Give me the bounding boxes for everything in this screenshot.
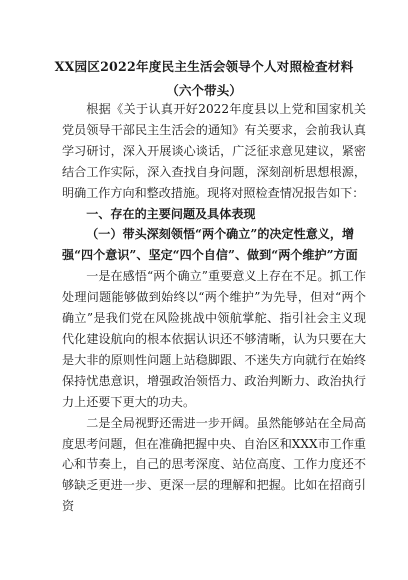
document-body bbox=[62, 99, 366, 517]
document-title: XX园区2022年度民主生活会领导个人对照检查材料 bbox=[54, 59, 354, 74]
document-subtitle: （六个带头） bbox=[166, 83, 242, 98]
intro-paragraph: 根据《关于认真开好2022年度县以上党和国家机关党员领导干部民主生活会的通知》有关要求，会前我认真学习研讨，深入开展谈心谈话，广泛征求意见建议，紧密结合工作实际，深入查找自身问题，深刻剖析思想根源，明确工作方向和整改措施。现将对照检查情况报告如下： bbox=[62, 102, 366, 200]
subsection-heading: （一）带头深刻领悟“两个确立”的决定性意义，增强“四个意识”、坚定“四个自信”、做到“两个维护”方面 bbox=[62, 227, 358, 263]
body-paragraph-2: 二是全局视野还需进一步开阔。虽然能够站在全局高度思考问题，但在准确把握中央、自治区和XXX市工作重心和节奏上，自己的思考深度、站位高度、工作力度还不够缺乏更进一步、更深一层的理解和把握。比如在招商引资 bbox=[62, 415, 366, 514]
body-paragraph-1: 一是在感悟“两个确立”重要意义上存在不足。抓工作处理问题能够做到始终以“两个维护”为先导，但对“两个确立”是我们党在风险挑战中领航掌舵、指引社会主义现代化建设航向的根本依据认识还不够清晰，认为只要在大是大非的原则性问题上站稳脚跟、不迷失方向就行在始终保持忧患意识，增强政治领悟力、政治判断力、政治执行力上还要下更大的功夫。 bbox=[62, 269, 366, 409]
section-heading: 一、存在的主要问题及具体表现 bbox=[86, 206, 256, 221]
